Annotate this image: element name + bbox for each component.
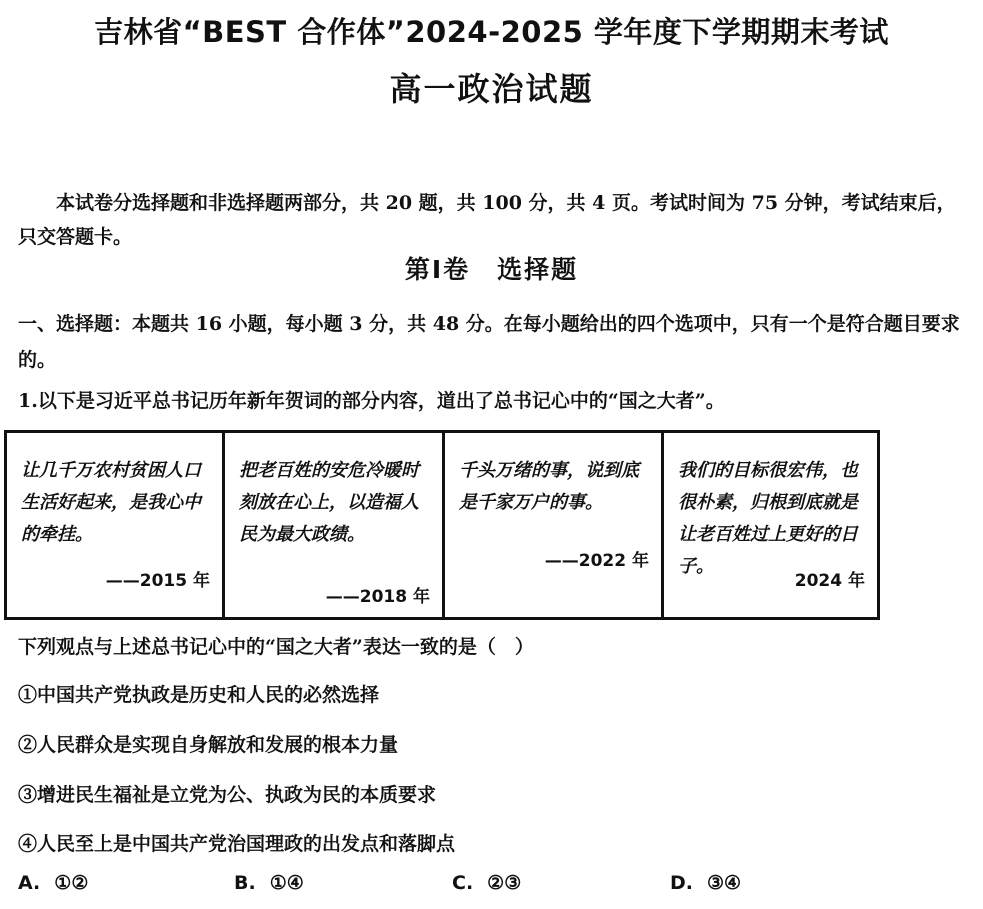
question-1-text: 1.以下是习近平总书记历年新年贺词的部分内容，道出了总书记心中的“国之大者”。: [18, 390, 725, 412]
statement-1: ①中国共产党执政是历史和人民的必然选择: [18, 684, 380, 706]
option-letter: C.: [452, 872, 474, 894]
option-value: ①④: [269, 872, 304, 894]
quote-cell: [225, 433, 445, 617]
quote-text: 让几千万农村贫困人口生活好起来，是我心中的牵挂。: [21, 460, 201, 545]
option-b[interactable]: [234, 868, 304, 898]
quote-table: [4, 430, 880, 620]
question-stem: 下列观点与上述总书记心中的“国之大者”表达一致的是（ ）: [18, 636, 534, 658]
quote-text: 我们的目标很宏伟，也很朴素，归根到底就是让老百姓过上更好的日子。: [678, 460, 858, 577]
part-description: 一、选择题：本题共 16 小题，每小题 3 分，共 48 分。在每小题给出的四个选项中，只有一个是符合题目要求的。: [18, 313, 960, 371]
quote-cell: [664, 433, 877, 617]
quote-text: 把老百姓的安危冷暖时刻放在心上，以造福人民为最大政绩。: [239, 460, 419, 545]
option-c[interactable]: [452, 868, 521, 898]
quote-year: ——2018 年: [325, 587, 430, 607]
option-value: ③④: [707, 872, 742, 894]
option-d[interactable]: [670, 868, 741, 898]
quote-year: ——2015 年: [105, 571, 210, 591]
quote-cell: [445, 433, 664, 617]
statement-4: ④人民至上是中国共产党治国理政的出发点和落脚点: [18, 833, 456, 855]
quote-year: 2024 年: [794, 571, 865, 591]
statement-3: ③增进民生福祉是立党为公、执政为民的本质要求: [18, 784, 437, 806]
option-letter: B.: [234, 872, 256, 894]
exam-instructions: 本试卷分选择题和非选择题两部分，共 20 题，共 100 分，共 4 页。考试时间为 75 分钟，考试结束后，只交答题卡。: [18, 192, 956, 248]
quote-cell: [7, 433, 225, 617]
option-letter: D.: [670, 872, 693, 894]
option-letter: A.: [18, 872, 41, 894]
option-value: ②③: [487, 872, 522, 894]
option-a[interactable]: [18, 868, 88, 898]
answer-options: [18, 868, 963, 898]
exam-title: 吉林省“BEST 合作体”2024-2025 学年度下学期期末考试: [94, 15, 889, 49]
quote-year: ——2022 年: [544, 551, 649, 571]
statement-2: ②人民群众是实现自身解放和发展的根本力量: [18, 734, 399, 756]
section-title: 第Ⅰ卷 选择题: [404, 255, 579, 284]
quote-text: 千头万绪的事，说到底是千家万户的事。: [459, 460, 639, 513]
option-value: ①②: [54, 872, 89, 894]
exam-subtitle: 高一政治试题: [389, 70, 594, 108]
